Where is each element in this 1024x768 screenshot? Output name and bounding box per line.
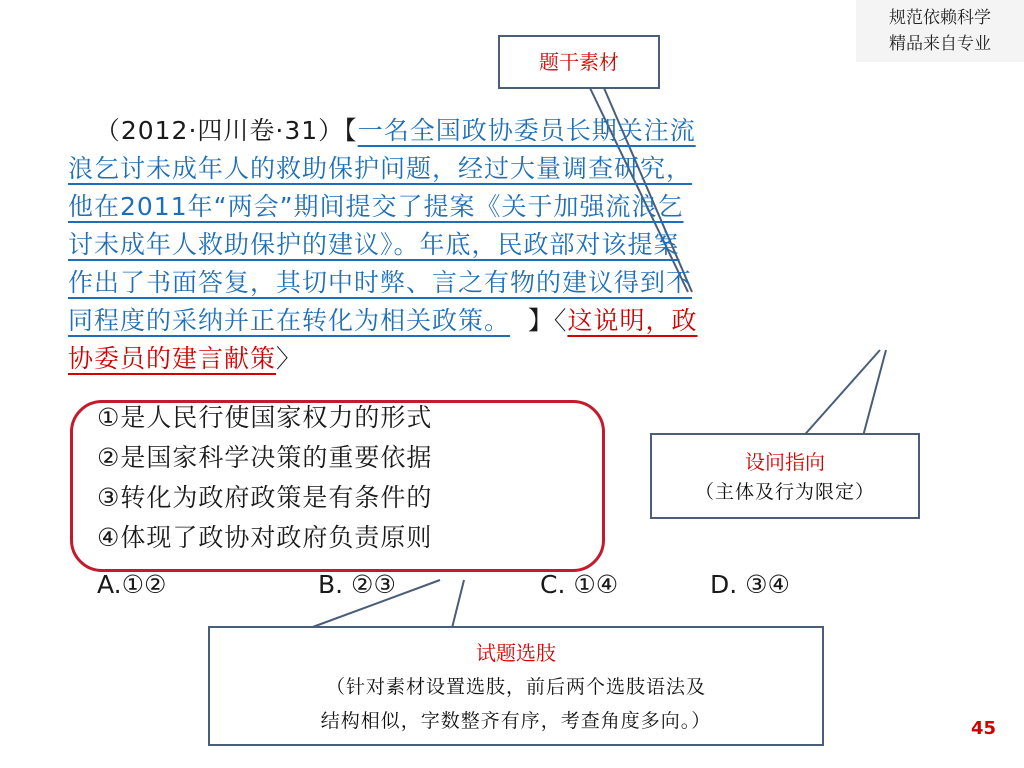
question-stem-1: 这说明，政	[567, 306, 698, 335]
question-direction-callout	[650, 433, 920, 519]
slogan-badge	[856, 0, 1024, 62]
passage-line-5	[68, 264, 918, 302]
passage-material-3: 他在2011年“两会”期间提交了提案《关于加强流浪乞	[68, 192, 684, 221]
statement-list	[97, 398, 432, 558]
question-stem-2: 协委员的建言献策	[68, 344, 277, 373]
options-callout-title: 试题选肢	[476, 641, 556, 665]
question-stem-end: 〉	[276, 344, 303, 373]
passage-line-3	[68, 188, 918, 226]
statement-3: ③转化为政府政策是有条件的	[97, 483, 433, 512]
question-direction-sub: （主体及行为限定）	[694, 481, 875, 503]
question-direction-title: 设问指向	[745, 450, 825, 474]
slogan-line-2: 精品来自专业	[889, 34, 991, 54]
options-callout	[208, 626, 824, 746]
statement-2: ②是国家科学决策的重要依据	[97, 443, 433, 472]
passage-material-1: 一名全国政协委员长期关注流	[357, 116, 696, 145]
passage-material-6: 同程度的采纳并正在转化为相关政策。	[68, 306, 511, 335]
passage-material-4: 讨未成年人救助保护的建议》。年底，民政部对该提案	[68, 230, 680, 259]
passage-prefix: （2012·四川卷·31）【	[94, 116, 358, 145]
options-callout-sub-1: （针对素材设置选肢，前后两个选肢语法及	[325, 676, 706, 698]
passage-line-2	[68, 150, 918, 188]
passage-line-6	[68, 302, 918, 340]
material-callout-label: 题干素材	[539, 50, 619, 74]
connector-options-right	[452, 580, 464, 628]
choice-c[interactable]: C. ①④	[540, 570, 619, 599]
options-callout-sub-2: 结构相似，字数整齐有序，考查角度多向。）	[320, 710, 712, 732]
page-number: 45	[970, 718, 996, 739]
passage-line-7	[68, 340, 918, 378]
slogan-line-1: 规范依赖科学	[889, 8, 991, 28]
passage-close-bracket: 】〈	[527, 306, 568, 335]
choice-a[interactable]: A.①②	[97, 570, 167, 599]
passage-material-2: 浪乞讨未成年人的救助保护问题，经过大量调查研究，	[68, 154, 693, 183]
statement-4: ④体现了政协对政府负责原则	[97, 523, 433, 552]
choice-d[interactable]: D. ③④	[710, 570, 790, 599]
passage-line-4	[68, 226, 918, 264]
statement-1: ①是人民行使国家权力的形式	[97, 403, 433, 432]
passage-material-5: 作出了书面答复，其切中时弊、言之有物的建议得到不	[68, 268, 693, 297]
question-passage	[68, 112, 918, 378]
material-callout	[498, 35, 660, 89]
passage-line-1	[68, 112, 918, 150]
choice-b[interactable]: B. ②③	[318, 570, 396, 599]
